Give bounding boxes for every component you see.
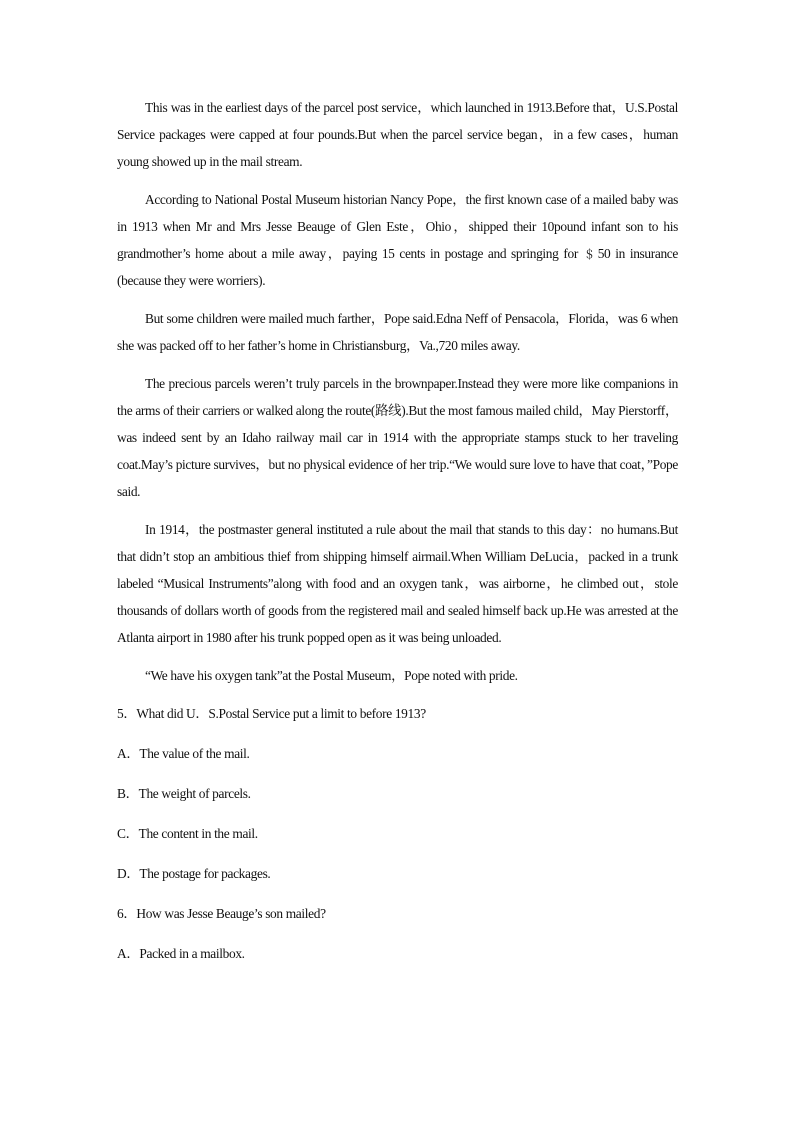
option-label: A．: [117, 946, 140, 961]
question-5: [117, 700, 678, 727]
option-text: The postage for packages.: [139, 866, 271, 881]
option-text: The content in the mail.: [138, 826, 258, 841]
question-5-option-a: [117, 740, 678, 767]
question-6-option-a: [117, 940, 678, 967]
option-text: Packed in a mailbox.: [139, 946, 245, 961]
question-6-number: 6．: [117, 906, 137, 921]
option-text: The value of the mail.: [139, 746, 250, 761]
question-5-option-c: [117, 820, 678, 847]
passage-paragraph-1: This was in the earliest days of the parcel post service，which launched in 1913.Before that，U.S.Postal Service packages were capped at four pounds.But when the parcel service began，in a few cases，human young showed up in the mail stream.: [117, 100, 678, 169]
option-label: D．: [117, 866, 140, 881]
option-label: A．: [117, 746, 140, 761]
passage-paragraph-3: But some children were mailed much farther，Pope said.Edna Neff of Pensacola，Florida，was 6 when she was packed off to her father’s home in Christiansburg，Va.,720 miles away.: [117, 311, 678, 353]
option-label: C．: [117, 826, 139, 841]
option-label: B．: [117, 786, 139, 801]
question-5-option-b: [117, 780, 678, 807]
question-5-text: What did U．S.Postal Service put a limit to before 1913?: [136, 706, 426, 721]
passage-paragraph-2: According to National Postal Museum historian Nancy Pope，the first known case of a mailed baby was in 1913 when Mr and Mrs Jesse Beauge of Glen Este，Ohio，shipped their 10pound infant son to his grandmother’s home about a mile away，paying 15 cents in postage and springing for ﹩50 in insurance (because they were worriers).: [117, 192, 678, 288]
document-page: [117, 94, 678, 980]
passage-paragraph-5: In 1914，the postmaster general instituted a rule about the mail that stands to this day：no humans.But that didn’t stop an ambitious thief from shipping himself airmail.When William DeLucia，packed in a trunk labeled “Musical Instruments”along with food and an oxygen tank，was airborne，he climbed out，stole thousands of dollars worth of goods from the registered mail and sealed himself back up.He was arrested at the Atlanta airport in 1980 after his trunk popped open as it was being unloaded.: [117, 522, 678, 645]
passage-paragraph-4: The precious parcels weren’t truly parcels in the brownpaper.Instead they were more like companions in the arms of their carriers or walked along the route(路线).But the most famous mailed child，May Pierstorff，was indeed sent by an Idaho railway mail car in 1914 with the appropriate stamps stuck to her traveling coat.May’s picture survives，but no physical evidence of her trip.“We would sure love to have that coat，”Pope said.: [117, 376, 678, 499]
question-5-option-d: [117, 860, 678, 887]
question-6: [117, 900, 678, 927]
passage-paragraph-6: “We have his oxygen tank”at the Postal Museum，Pope noted with pride.: [145, 668, 518, 683]
question-5-number: 5．: [117, 706, 137, 721]
option-text: The weight of parcels.: [138, 786, 251, 801]
question-6-text: How was Jesse Beauge’s son mailed?: [136, 906, 326, 921]
